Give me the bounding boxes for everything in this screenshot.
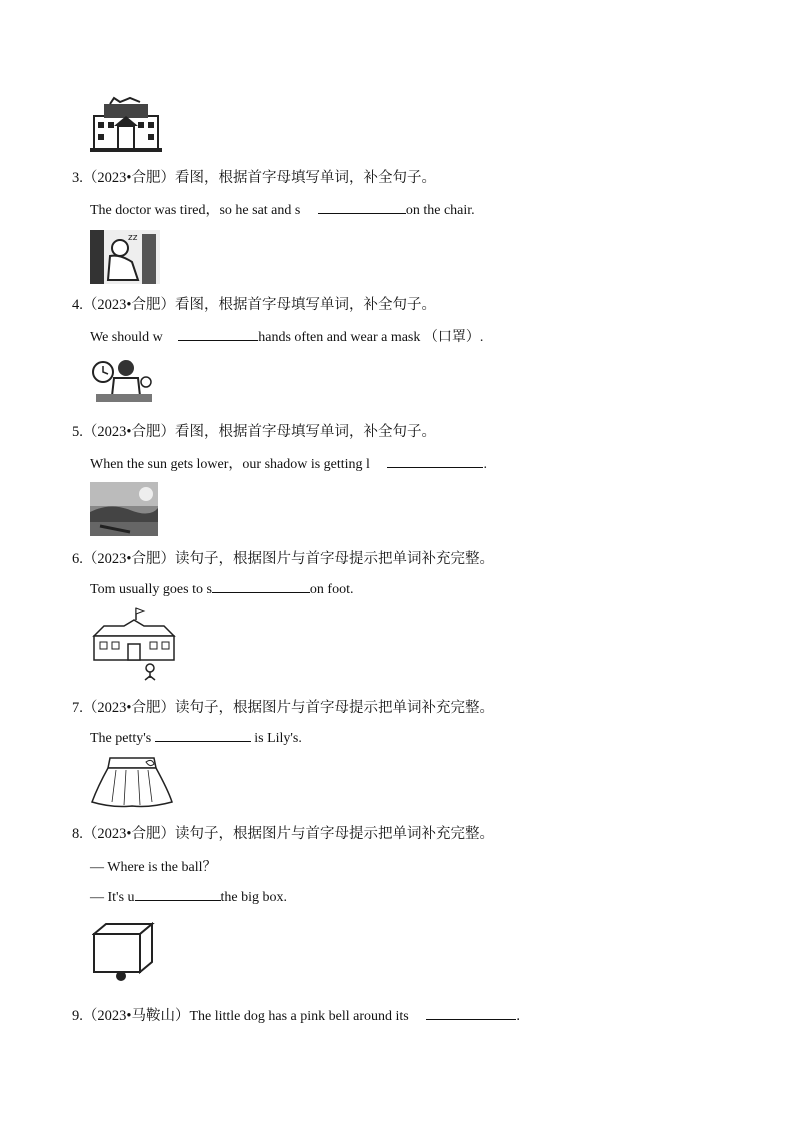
- sleeping-doctor-picture: [90, 230, 160, 284]
- skirt-picture: [90, 756, 174, 810]
- answer-blank[interactable]: [318, 201, 406, 214]
- question-3: [72, 166, 436, 187]
- question-number: 5.: [72, 424, 83, 440]
- sentence-5: When the sun gets lower，our shadow is getting l .: [90, 457, 487, 472]
- svg-text:zz: zz: [128, 233, 138, 243]
- question-instruction: 读句子，根据图片与首字母提示把单词补充完整。: [174, 551, 494, 567]
- sentence-6: Tom usually goes to s on foot.: [90, 582, 354, 597]
- answer-blank[interactable]: [178, 328, 258, 341]
- sentence-7: The petty's is Lily's.: [90, 731, 302, 746]
- question-source: （2023•合肥）: [82, 297, 175, 313]
- answer-blank[interactable]: [155, 729, 251, 742]
- question-9: 9.（2023•马鞍山）The little dog has a pink bell around its .: [72, 1008, 520, 1024]
- question-instruction: 看图，根据首字母填写单词，补全句子。: [174, 424, 436, 440]
- question-number: 3.: [72, 170, 83, 186]
- question-source: （2023•合肥）: [82, 826, 175, 842]
- sentence-8: — It's u the big box.: [90, 890, 288, 905]
- question-5: [72, 420, 436, 441]
- question-8: [72, 822, 494, 843]
- question-6: [72, 547, 494, 568]
- question-instruction: 看图，根据首字母填写单词，补全句子。: [174, 170, 436, 186]
- building-picture: [90, 96, 162, 154]
- question-source: （2023•合肥）: [82, 424, 175, 440]
- question-source: （2023•合肥）: [82, 551, 175, 567]
- box-and-ball-picture: [92, 922, 156, 982]
- washing-hands-picture: [90, 356, 156, 404]
- question-instruction: 看图，根据首字母填写单词，补全句子。: [174, 297, 436, 313]
- sentence-4: We should w hands often and wear a mask （口罩）.: [90, 330, 484, 345]
- question-instruction: The little dog has a pink bell around its: [189, 1009, 409, 1024]
- answer-blank[interactable]: [212, 580, 310, 593]
- sunset-shadow-picture: [90, 482, 158, 536]
- answer-blank[interactable]: [387, 455, 483, 468]
- answer-blank[interactable]: [135, 888, 221, 901]
- question-source: （2023•马鞍山）: [82, 1008, 190, 1024]
- question-number: 7.: [72, 700, 83, 716]
- dialogue-line-1: — Where is the ball？: [90, 860, 217, 875]
- question-source: （2023•合肥）: [82, 700, 175, 716]
- answer-blank[interactable]: [426, 1007, 516, 1020]
- question-source: （2023•合肥）: [82, 170, 175, 186]
- question-number: 6.: [72, 551, 83, 567]
- sentence-3: The doctor was tired，so he sat and s on the chair.: [90, 203, 475, 218]
- question-instruction: 读句子，根据图片与首字母提示把单词补充完整。: [174, 700, 494, 716]
- question-7: [72, 696, 494, 717]
- question-number: 8.: [72, 826, 83, 842]
- question-number: 9.: [72, 1008, 83, 1024]
- question-instruction: 读句子，根据图片与首字母提示把单词补充完整。: [174, 826, 494, 842]
- question-number: 4.: [72, 297, 83, 313]
- question-4: [72, 293, 436, 314]
- school-picture: [90, 606, 178, 682]
